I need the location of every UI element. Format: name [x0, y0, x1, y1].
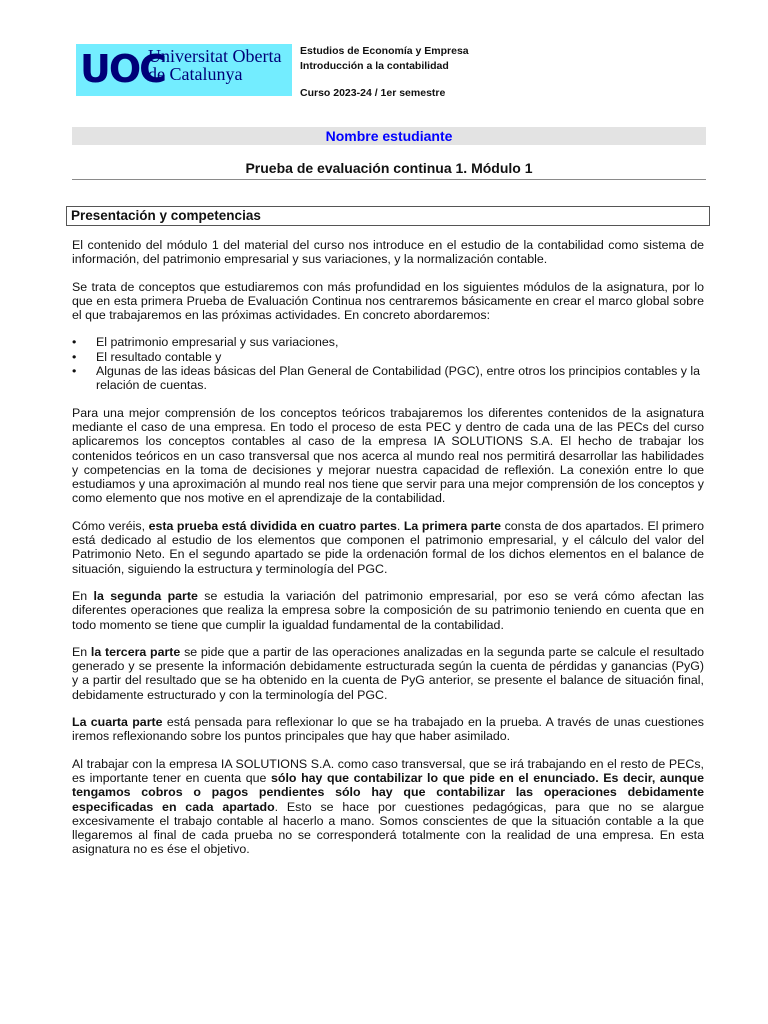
paragraph-1: El contenido del módulo 1 del material del curso nos introduce en el estudio de la contabilidad como sistema de información, del patrimonio empresarial y sus variaciones, y la normalización contable.	[72, 238, 704, 267]
paragraph-6: En la tercera parte se pide que a partir de las operaciones analizadas en la segunda parte se calcule el resultado generado y se presente la información debidamente estructurada según la cuenta de pérdidas y ganancias (PyG) y a partir del resultado que se ha obtenido en la cuenta de PyG anterior, se presente el balance de situación final, debidamente estructurado y con la terminología del PGC.	[72, 644, 704, 702]
bullet-icon: •	[72, 335, 77, 350]
list-item: • El resultado contable y	[72, 349, 222, 364]
logo-university-name	[148, 47, 281, 83]
paragraph-8: Al trabajar con la empresa IA SOLUTIONS S.A. como caso transversal, que se irá trabajando en el resto de PECs, es importante tener en cuenta que sólo hay que contabilizar lo que pide en el enunciado. Es decir, aunque tengamos cobros o pagos pendientes sólo hay que contabilizar las operaciones debidamente especificadas en cada apartado. Esto se hace por cuestiones pedagógicas, para que no se alargue excesivamente el trabajo contable al hacerlo a mano. Somos conscientes de que la situación contable a la que llegaremos al final de cada prueba no se corresponderá totalmente con la realidad de una empresa. En esta asignatura no es ése el objetivo.	[72, 756, 704, 857]
document-body	[72, 238, 704, 870]
topics-list	[72, 335, 704, 392]
paragraph-4: Cómo veréis, esta prueba está dividida en cuatro partes. La primera parte consta de dos apartados. El primero está dedicado al estudio de los elementos que componen el patrimonio empresarial, y el cálculo del valor del Patrimonio Neto. En el segundo apartado se pide la ordenación formal de los dichos elementos en el balance de situación, siguiendo la estructura y terminología del PGC.	[72, 518, 704, 576]
student-name: Nombre estudiante	[72, 127, 706, 145]
paragraph-3: Para una mejor comprensión de los conceptos teóricos trabajaremos los diferentes contenidos de la asignatura mediante el caso de una empresa. En todo el proceso de esta PEC y dentro de cada una de las PECs del curso aplicaremos los conceptos contables al caso de la empresa IA SOLUTIONS S.A. El hecho de trabajar los contenidos teóricos en un caso transversal que nos acerca al mundo real nos permitirá desarrollar las habilidades y competencias en la toma de decisiones y mejorar nuestra capacidad de reflexión. La conexión entre lo que estudiamos y una aproximación al mundo real nos tiene que servir para una mejor comprensión de los conceptos y como elemento que nos motive en el aprendizaje de la contabilidad.	[72, 405, 704, 506]
paragraph-2: Se trata de conceptos que estudiaremos con más profundidad en los siguientes módulos de la asignatura, por lo que en esta primera Prueba de Evaluación Continua nos centraremos básicamente en crear el marco global sobre el que trabajaremos en las próximas actividades. En concreto abordaremos:	[72, 279, 704, 323]
logo-line-1: Universitat Oberta	[148, 46, 282, 66]
paragraph-7: La cuarta parte está pensada para reflexionar lo que se ha trabajado en la prueba. A través de unas cuestiones iremos reflexionando sobre los puntos principales que hay que haber asimilado.	[72, 715, 704, 744]
list-item: • Algunas de las ideas básicas del Plan General de Contabilidad (PGC), entre otros los principios contables y la relación de cuentas.	[72, 364, 701, 393]
page-title: Prueba de evaluación continua 1. Módulo 1	[72, 159, 706, 180]
course-name: Introducción a la contabilidad	[300, 60, 449, 72]
section-heading: Presentación y competencias	[66, 206, 710, 226]
logo-line-2: de Catalunya	[148, 64, 243, 84]
uoc-logo	[76, 44, 292, 96]
header-info	[300, 44, 469, 101]
studies-label: Estudios de Economía y Empresa	[300, 45, 469, 57]
bullet-icon: •	[72, 364, 77, 379]
course-term: Curso 2023-24 / 1er semestre	[300, 87, 446, 99]
logo-mark: UOC	[80, 47, 166, 91]
paragraph-5: En la segunda parte se estudia la variación del patrimonio empresarial, por eso se verá cómo afectan las diferentes operaciones que realiza la empresa sobre la composición de su patrimonio teniendo en cuenta que en todo momento se tiene que cumplir la igualdad fundamental de la contabilidad.	[72, 588, 704, 632]
document-header	[76, 44, 706, 100]
bullet-icon: •	[72, 349, 77, 364]
list-item: • El patrimonio empresarial y sus variaciones,	[72, 335, 339, 350]
